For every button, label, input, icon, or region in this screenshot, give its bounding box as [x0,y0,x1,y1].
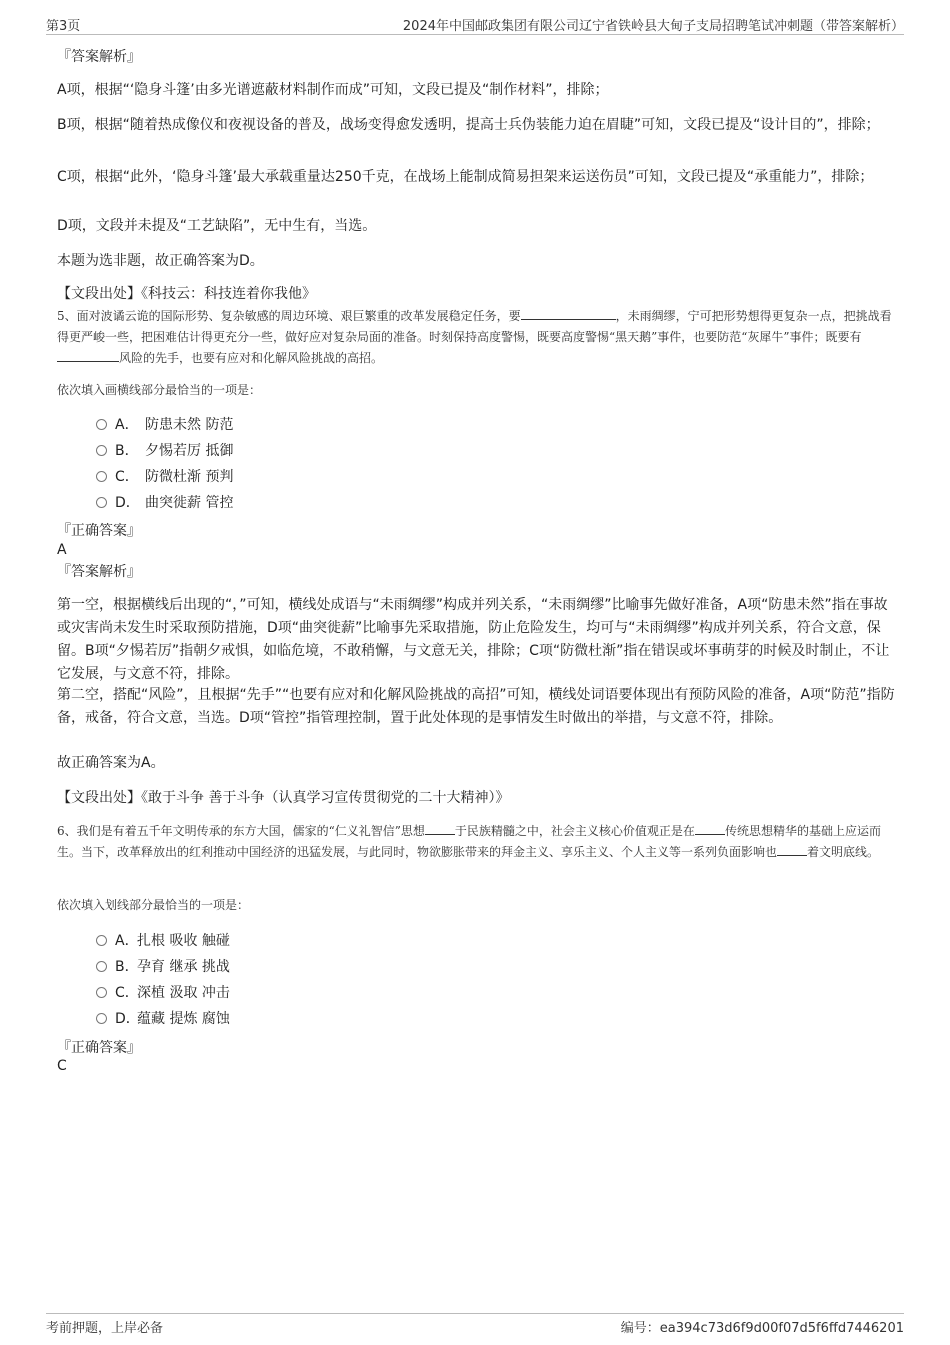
question-6-text-1: 6、我们是有着五千年文明传承的东方大国，儒家的“仁义礼智信”思想 [57,824,425,838]
page-header [46,14,904,35]
analysis-label: 『答案解析』 [57,564,141,580]
question-5-option-c[interactable]: C． 防微杜渐 预判 [96,467,233,487]
fill-blank [777,843,807,856]
question-5-text-1: 5、面对波谲云诡的国际形势、复杂敏感的周边环境、艰巨繁重的改革发展稳定任务，要 [57,309,521,323]
fill-blank [521,307,616,320]
page-footer [46,1313,904,1336]
question-5-stem [57,306,900,369]
radio-icon[interactable] [96,1013,107,1024]
analysis-option-a: A项，根据“‘隐身斗篷’由多光谱遮蔽材料制作而成”可知，文段已提及“制作材料”，排除； [57,82,609,98]
radio-icon[interactable] [96,961,107,972]
question-5-option-a[interactable]: A． 防患未然 防范 [96,415,233,435]
footer-slogan: 考前押题，上岸必备 [46,1321,164,1336]
question-5-prompt: 依次填入画横线部分最恰当的一项是： [57,383,262,397]
answer-label: 『正确答案』 [57,1040,141,1056]
analysis-label: 『答案解析』 [57,49,141,65]
answer-value: C [57,1058,67,1074]
analysis-conclusion: 本题为选非题，故正确答案为D。 [57,253,264,269]
fill-blank [695,822,725,835]
question-6-prompt: 依次填入划线部分最恰当的一项是： [57,898,250,912]
source-citation: 【文段出处】《敢于斗争 善于斗争（认真学习宣传贯彻党的二十大精神）》 [57,790,510,806]
radio-icon[interactable] [96,419,107,430]
analysis-option-d: D项，文段并未提及“工艺缺陷”，无中生有，当选。 [57,218,377,234]
question-6-text-3: 传统思想精华的基础上应运而生。当下，改革释放出的红利推动中国经济的迅猛发展，与此同时，物欲膨胀带来的拜金主义、享乐主义、个人主义等一系列负面影响也 [57,824,881,859]
answer-label: 『正确答案』 [57,523,141,539]
radio-icon[interactable] [96,935,107,946]
analysis-paragraph-2: 第二空，搭配“风险”，且根据“先手”“也要有应对和化解风险挑战的高招”可知，横线处词语要体现出有预防风险的准备，A项“防范”指防备，戒备，符合文意，当选。D项“管控”指管理控制，置于此处体现的是事情发生时做出的举措，与文意不符，排除。 [57,687,895,726]
fill-blank [425,822,455,835]
radio-icon[interactable] [96,497,107,508]
question-6-option-a[interactable]: A．扎根 吸收 触碰 [96,931,230,951]
question-6-option-b[interactable]: B．孕育 继承 挑战 [96,957,230,977]
radio-icon[interactable] [96,987,107,998]
radio-icon[interactable] [96,445,107,456]
question-6-option-d[interactable]: D．蕴藏 提炼 腐蚀 [96,1009,230,1029]
question-6-stem [57,821,900,863]
radio-icon[interactable] [96,471,107,482]
question-5-option-d[interactable]: D． 曲突徙薪 管控 [96,493,233,513]
question-6-text-4: 着文明底线。 [807,845,880,859]
analysis-conclusion: 故正确答案为A。 [57,755,165,771]
analysis-paragraph-1: 第一空，根据横线后出现的“，”可知，横线处成语与“未雨绸缪”构成并列关系，“未雨绸缪”比喻事先做好准备，A项“防患未然”指在事故或灾害尚未发生时采取预防措施，D项“曲突徙薪”比喻事先采取措施，防止危险发生，均可与“未雨绸缪”构成并列关系，符合文意，保留。B项“夕惕若厉”指朝夕戒惧，如临危境，不敢稍懈，与文意无关，排除；C项“防微杜渐”指在错误或坏事萌芽的时候及时制止，不让它发展，与文意不符，排除。 [57,597,890,682]
fill-blank [57,349,119,362]
question-6-option-c[interactable]: C．深植 汲取 冲击 [96,983,230,1003]
question-5-text-2: ，未雨绸缪，宁可把形势想得更复杂一点，把挑战看得更严峻一些，把困难估计得更充分一些，做好应对复杂局面的准备。时刻保持高度警惕，既要高度警惕“黑天鹅”事件，也要防范“灰犀牛”事件；既要有 [57,309,892,344]
question-5-text-3: 风险的先手，也要有应对和化解风险挑战的高招。 [119,351,384,365]
question-5-option-b[interactable]: B． 夕惕若厉 抵御 [96,441,233,461]
source-citation: 【文段出处】《科技云：科技连着你我他》 [57,286,316,302]
document-id: 编号：ea394c73d6f9d00f07d5f6ffd7446201 [620,1321,904,1336]
analysis-option-b: B项，根据“随着热成像仪和夜视设备的普及，战场变得愈发透明，提高士兵伪装能力迫在眉睫”可知，文段已提及“设计目的”，排除； [57,117,880,133]
question-6-text-2: 于民族精髓之中，社会主义核心价值观正是在 [454,824,695,838]
answer-value: A [57,542,67,558]
analysis-option-c: C项，根据“此外，‘隐身斗篷’最大承载重量达250千克，在战场上能制成简易担架来运送伤员”可知，文段已提及“承重能力”，排除； [57,169,874,185]
document-title: 2024年中国邮政集团有限公司辽宁省铁岭县大甸子支局招聘笔试冲刺题（带答案解析） [402,19,904,34]
page-number: 第3页 [46,19,81,34]
